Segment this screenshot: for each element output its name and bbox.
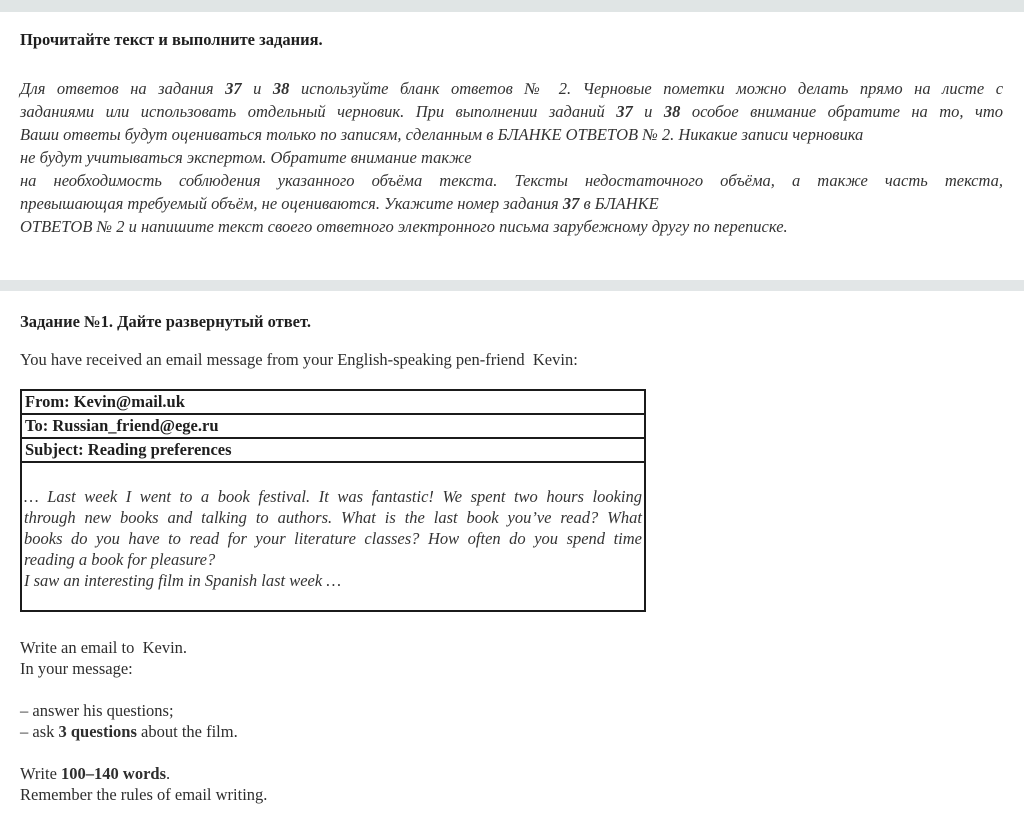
intro-paragraph-line: заданиями или использовать отдельный черновик. При выполнении заданий 37 и 38 особое внимание обратите на то, что (20, 102, 1004, 121)
intro-paragraph-line: Для ответов на задания 37 и 38 используйте бланк ответов № 2. Черновые пометки можно делать прямо на листе с (20, 79, 1004, 98)
read-text-heading: Прочитайте текст и выполните задания. (20, 30, 323, 49)
page-content (0, 30, 1024, 805)
email-from-row: From: Kevin@mail.uk (22, 391, 644, 415)
intro-paragraph-line: на необходимость соблюдения указанного объёма текста. Тексты недостаточного объёма, а также часть текста, (20, 171, 1003, 190)
instruction-line (20, 742, 1003, 763)
intro-paragraph-line: Ваши ответы будут оцениваться только по записям, сделанным в БЛАНКЕ ОТВЕТОВ № 2. Никакие записи черновика (20, 125, 864, 144)
instruction-line: Write 100–140 words. (20, 764, 171, 783)
email-message-box (20, 389, 646, 612)
instruction-line (20, 679, 1003, 700)
task-heading: Задание №1. Дайте развернутый ответ. (20, 312, 311, 331)
intro-paragraph (20, 77, 1003, 238)
instruction-line: Remember the rules of email writing. (20, 785, 268, 804)
email-to-row: To: Russian_friend@ege.ru (22, 415, 644, 439)
instruction-line: In your message: (20, 659, 133, 678)
email-body-line: I saw an interesting film in Spanish last week … (24, 571, 342, 590)
email-body-line: through new books and talking to authors. What is the last book you’ve read? What (24, 508, 642, 527)
task-intro-text: You have received an email message from your English-speaking pen-friend Kevin: (20, 350, 578, 369)
instruction-line: Write an email to Kevin. (20, 638, 188, 657)
instruction-line: – answer his questions; (20, 701, 174, 720)
task-instructions (20, 637, 1003, 805)
email-body (22, 463, 644, 610)
email-body-line: reading a book for pleasure? (24, 550, 216, 569)
top-band (0, 0, 1024, 12)
intro-paragraph-line: не будут учитываться экспертом. Обратите внимание также (20, 148, 472, 167)
intro-paragraph-line: превышающая требуемый объём, не оцениваются. Укажите номер задания 37 в БЛАНКЕ (20, 194, 659, 213)
section-divider (0, 280, 1024, 291)
email-body-line: … Last week I went to a book festival. It was fantastic! We spent two hours looking (24, 487, 642, 506)
intro-paragraph-line: ОТВЕТОВ № 2 и напишите текст своего ответного электронного письма зарубежному другу по переписке. (20, 217, 788, 236)
instruction-line: – ask 3 questions about the film. (20, 722, 238, 741)
email-subject-row: Subject: Reading preferences (22, 439, 644, 463)
email-body-line: books do you have to read for your literature classes? How often do you spend time (24, 529, 642, 548)
